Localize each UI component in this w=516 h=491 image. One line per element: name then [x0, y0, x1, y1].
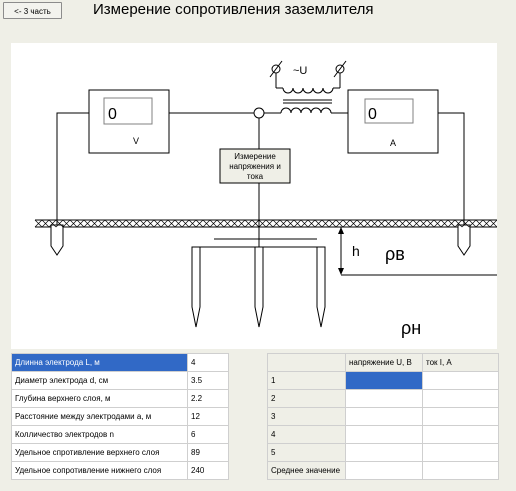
current-cell[interactable] — [423, 426, 499, 444]
param-label: Удельное сопротивление нижнего слоя — [12, 462, 188, 480]
measurements-header-row — [268, 354, 499, 372]
current-cell[interactable] — [423, 444, 499, 462]
param-row-lower-resistivity[interactable] — [12, 462, 229, 480]
rho-upper-label: ρв — [385, 244, 405, 264]
page-title: Измерение сопротивления заземлителя — [93, 1, 374, 18]
voltage-cell[interactable] — [346, 372, 423, 390]
header-corner — [268, 354, 346, 372]
row-label: 2 — [268, 390, 346, 408]
param-label: Удельное спротивление верхнего слоя — [12, 444, 188, 462]
param-label: Диаметр электрода d, см — [12, 372, 188, 390]
row-label: 3 — [268, 408, 346, 426]
voltage-cell[interactable] — [346, 408, 423, 426]
param-label: Расстояние между электродами a, м — [12, 408, 188, 426]
header-current: ток I, А — [423, 354, 499, 372]
current-cell[interactable] — [423, 408, 499, 426]
param-label: Колличество электродов n — [12, 426, 188, 444]
param-row-electrode-spacing[interactable] — [12, 408, 229, 426]
param-row-electrode-count[interactable] — [12, 426, 229, 444]
grounding-diagram — [11, 43, 497, 349]
param-value[interactable]: 6 — [188, 426, 229, 444]
row-label: 5 — [268, 444, 346, 462]
measure-button-line2: напряжения и — [229, 162, 281, 171]
measurement-row[interactable] — [268, 408, 499, 426]
measure-button-line1: Измерение — [234, 152, 276, 161]
measure-button-line3: тока — [246, 172, 264, 181]
param-value[interactable]: 89 — [188, 444, 229, 462]
row-label: Среднее значение — [268, 462, 346, 480]
param-value[interactable]: 2.2 — [188, 390, 229, 408]
measure-button[interactable] — [220, 149, 290, 183]
voltmeter-label: V — [133, 136, 140, 146]
param-label: Длинна электрода L, м — [12, 354, 188, 372]
rho-lower-label: ρн — [401, 318, 422, 338]
voltage-cell[interactable] — [346, 390, 423, 408]
voltage-cell[interactable] — [346, 426, 423, 444]
depth-label: h — [352, 243, 360, 259]
param-value[interactable]: 12 — [188, 408, 229, 426]
parameters-table — [11, 353, 229, 480]
param-row-upper-resistivity[interactable] — [12, 444, 229, 462]
measurement-row[interactable] — [268, 372, 499, 390]
ammeter-label: A — [390, 138, 397, 148]
source-label: ~U — [293, 65, 308, 77]
back-button[interactable]: <- 3 часть — [3, 2, 62, 19]
junction-node — [254, 108, 264, 118]
voltmeter-value: 0 — [108, 106, 117, 123]
param-row-upper-layer-depth[interactable] — [12, 390, 229, 408]
voltage-cell[interactable] — [346, 444, 423, 462]
current-cell[interactable] — [423, 372, 499, 390]
measurement-row-average[interactable] — [268, 462, 499, 480]
param-row-electrode-diameter[interactable] — [12, 372, 229, 390]
measurement-row[interactable] — [268, 390, 499, 408]
header-voltage: напряжение U, В — [346, 354, 423, 372]
param-value[interactable]: 3.5 — [188, 372, 229, 390]
row-label: 1 — [268, 372, 346, 390]
param-value[interactable]: 240 — [188, 462, 229, 480]
row-label: 4 — [268, 426, 346, 444]
current-cell[interactable] — [423, 390, 499, 408]
param-label: Глубина верхнего слоя, м — [12, 390, 188, 408]
param-value[interactable]: 4 — [188, 354, 229, 372]
current-cell[interactable] — [423, 462, 499, 480]
ammeter-value: 0 — [368, 106, 377, 123]
voltage-cell[interactable] — [346, 462, 423, 480]
measurements-table — [267, 353, 499, 480]
param-row-electrode-length[interactable] — [12, 354, 229, 372]
measurement-row[interactable] — [268, 426, 499, 444]
measurement-row[interactable] — [268, 444, 499, 462]
